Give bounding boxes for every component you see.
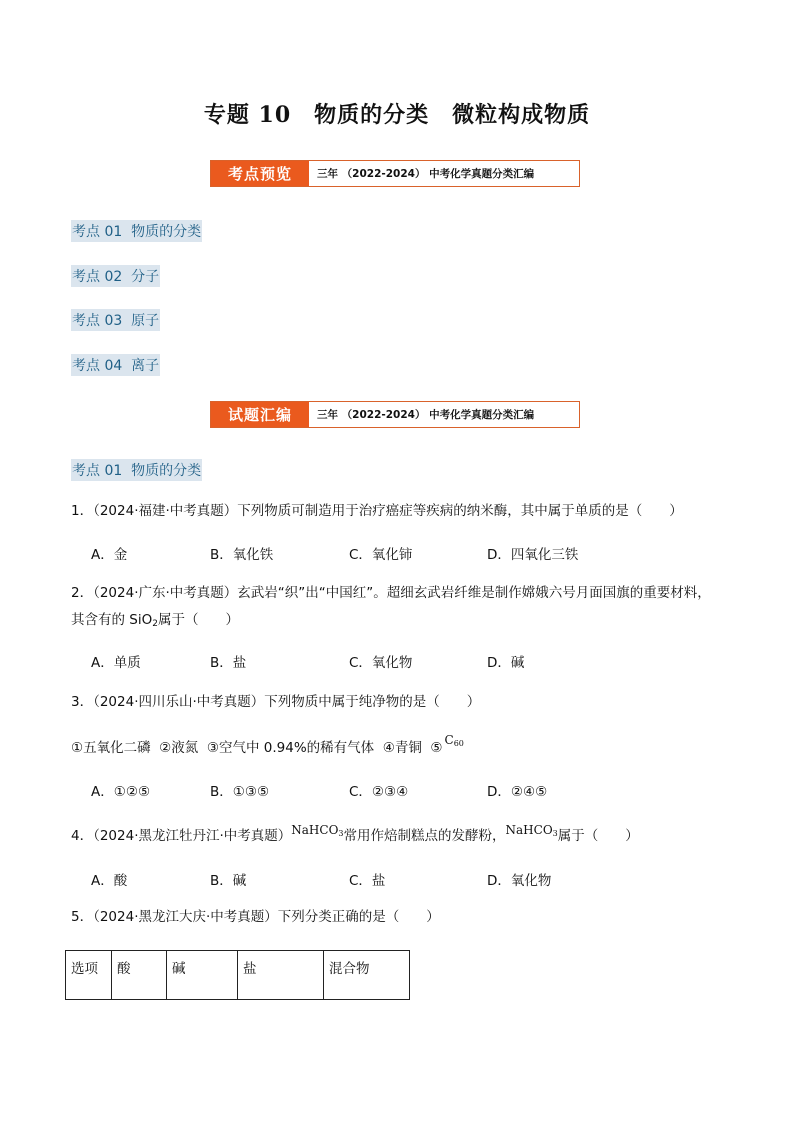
toc-item-molecule[interactable]: 考点 02 分子: [71, 265, 160, 287]
table-row: [66, 951, 410, 1000]
table-header-cell: 碱: [167, 951, 238, 1000]
q2-text-end: 属于（ ）: [157, 612, 239, 628]
section-banner-questions: [210, 401, 580, 428]
question-5-stem: 5．（2024·黑龙江大庆·中考真题）下列分类正确的是（ ）: [71, 909, 440, 925]
q2-text: 其含有的 SiO: [71, 612, 153, 628]
q4-text-c: 属于（ ）: [557, 828, 639, 844]
q4-option-a: A．酸: [91, 873, 128, 889]
formula-subscript: 3: [552, 829, 558, 838]
q3-option-c: C．②③④: [349, 784, 409, 800]
toc-item-ion[interactable]: 考点 04 离子: [71, 354, 160, 376]
question-2-stem-line2: [71, 610, 239, 634]
c60-formula: [445, 733, 464, 747]
question-1-stem: 1．（2024·福建·中考真题）下列物质可制造用于治疗癌症等疾病的纳米酶，其中属于单质的是（ ）: [71, 503, 683, 519]
section-heading: 考点 01 物质的分类: [71, 459, 202, 481]
table-header-cell: 混合物: [324, 951, 410, 1000]
q2-subscript: 2: [152, 619, 158, 629]
nahco3-formula: [291, 823, 343, 837]
q2-option-a: A．单质: [91, 655, 141, 671]
page-title: 专题 10 物质的分类 微粒构成物质: [203, 102, 591, 128]
table-header-cell: 酸: [112, 951, 167, 1000]
section-banner-preview: [210, 160, 580, 187]
formula-subscript: 3: [338, 829, 344, 838]
question-4-stem: [71, 823, 639, 850]
banner-tag: 试题汇编: [211, 402, 309, 427]
q3-option-b: B．①③⑤: [210, 784, 270, 800]
q2-option-d: D．碱: [487, 655, 525, 671]
q2-option-c: C．氧化物: [349, 655, 413, 671]
q4-text-b: 常用作焙制糕点的发酵粉，: [343, 828, 506, 844]
q2-option-b: B．盐: [210, 655, 247, 671]
question-2-stem-line1: 2．（2024·广东·中考真题）玄武岩“织”出“中国红”。超细玄武岩纤维是制作嫦娥六号月面国旗的重要材料，: [71, 585, 711, 601]
banner-text: 三年 （2022-2024） 中考化学真题分类汇编: [317, 409, 535, 421]
q5-options-table: [65, 950, 410, 1000]
q4-option-c: C．盐: [349, 873, 386, 889]
nahco3-formula: [506, 823, 558, 837]
q4-text-a: 4．（2024·黑龙江牡丹江·中考真题）: [71, 828, 292, 844]
banner-tag: 考点预览: [211, 161, 309, 186]
toc-item-atom[interactable]: 考点 03 原子: [71, 309, 160, 331]
table-header-cell: 盐: [238, 951, 324, 1000]
q4-option-b: B．碱: [210, 873, 247, 889]
q1-option-d: D．四氧化三铁: [487, 547, 579, 563]
formula-text: NaHCO: [505, 823, 553, 837]
question-3-items: [71, 733, 464, 762]
table-header-cell: 选项: [66, 951, 112, 1000]
q1-option-b: B．氧化铁: [210, 547, 274, 563]
toc-item-classification[interactable]: 考点 01 物质的分类: [71, 220, 202, 242]
q3-items-text: ①五氧化二磷 ②液氮 ③空气中 0.94%的稀有气体 ④青铜 ⑤: [71, 740, 443, 756]
formula-text: NaHCO: [291, 823, 339, 837]
c60-subscript: 60: [453, 739, 464, 748]
q3-option-a: A．①②⑤: [91, 784, 151, 800]
banner-text: 三年 （2022-2024） 中考化学真题分类汇编: [317, 168, 535, 180]
q1-option-a: A．金: [91, 547, 128, 563]
question-3-stem: 3．（2024·四川乐山·中考真题）下列物质中属于纯净物的是（ ）: [71, 694, 481, 710]
q4-option-d: D．氧化物: [487, 873, 552, 889]
c60-symbol: C: [444, 733, 454, 747]
q1-option-c: C．氧化铈: [349, 547, 413, 563]
q3-option-d: D．②④⑤: [487, 784, 548, 800]
